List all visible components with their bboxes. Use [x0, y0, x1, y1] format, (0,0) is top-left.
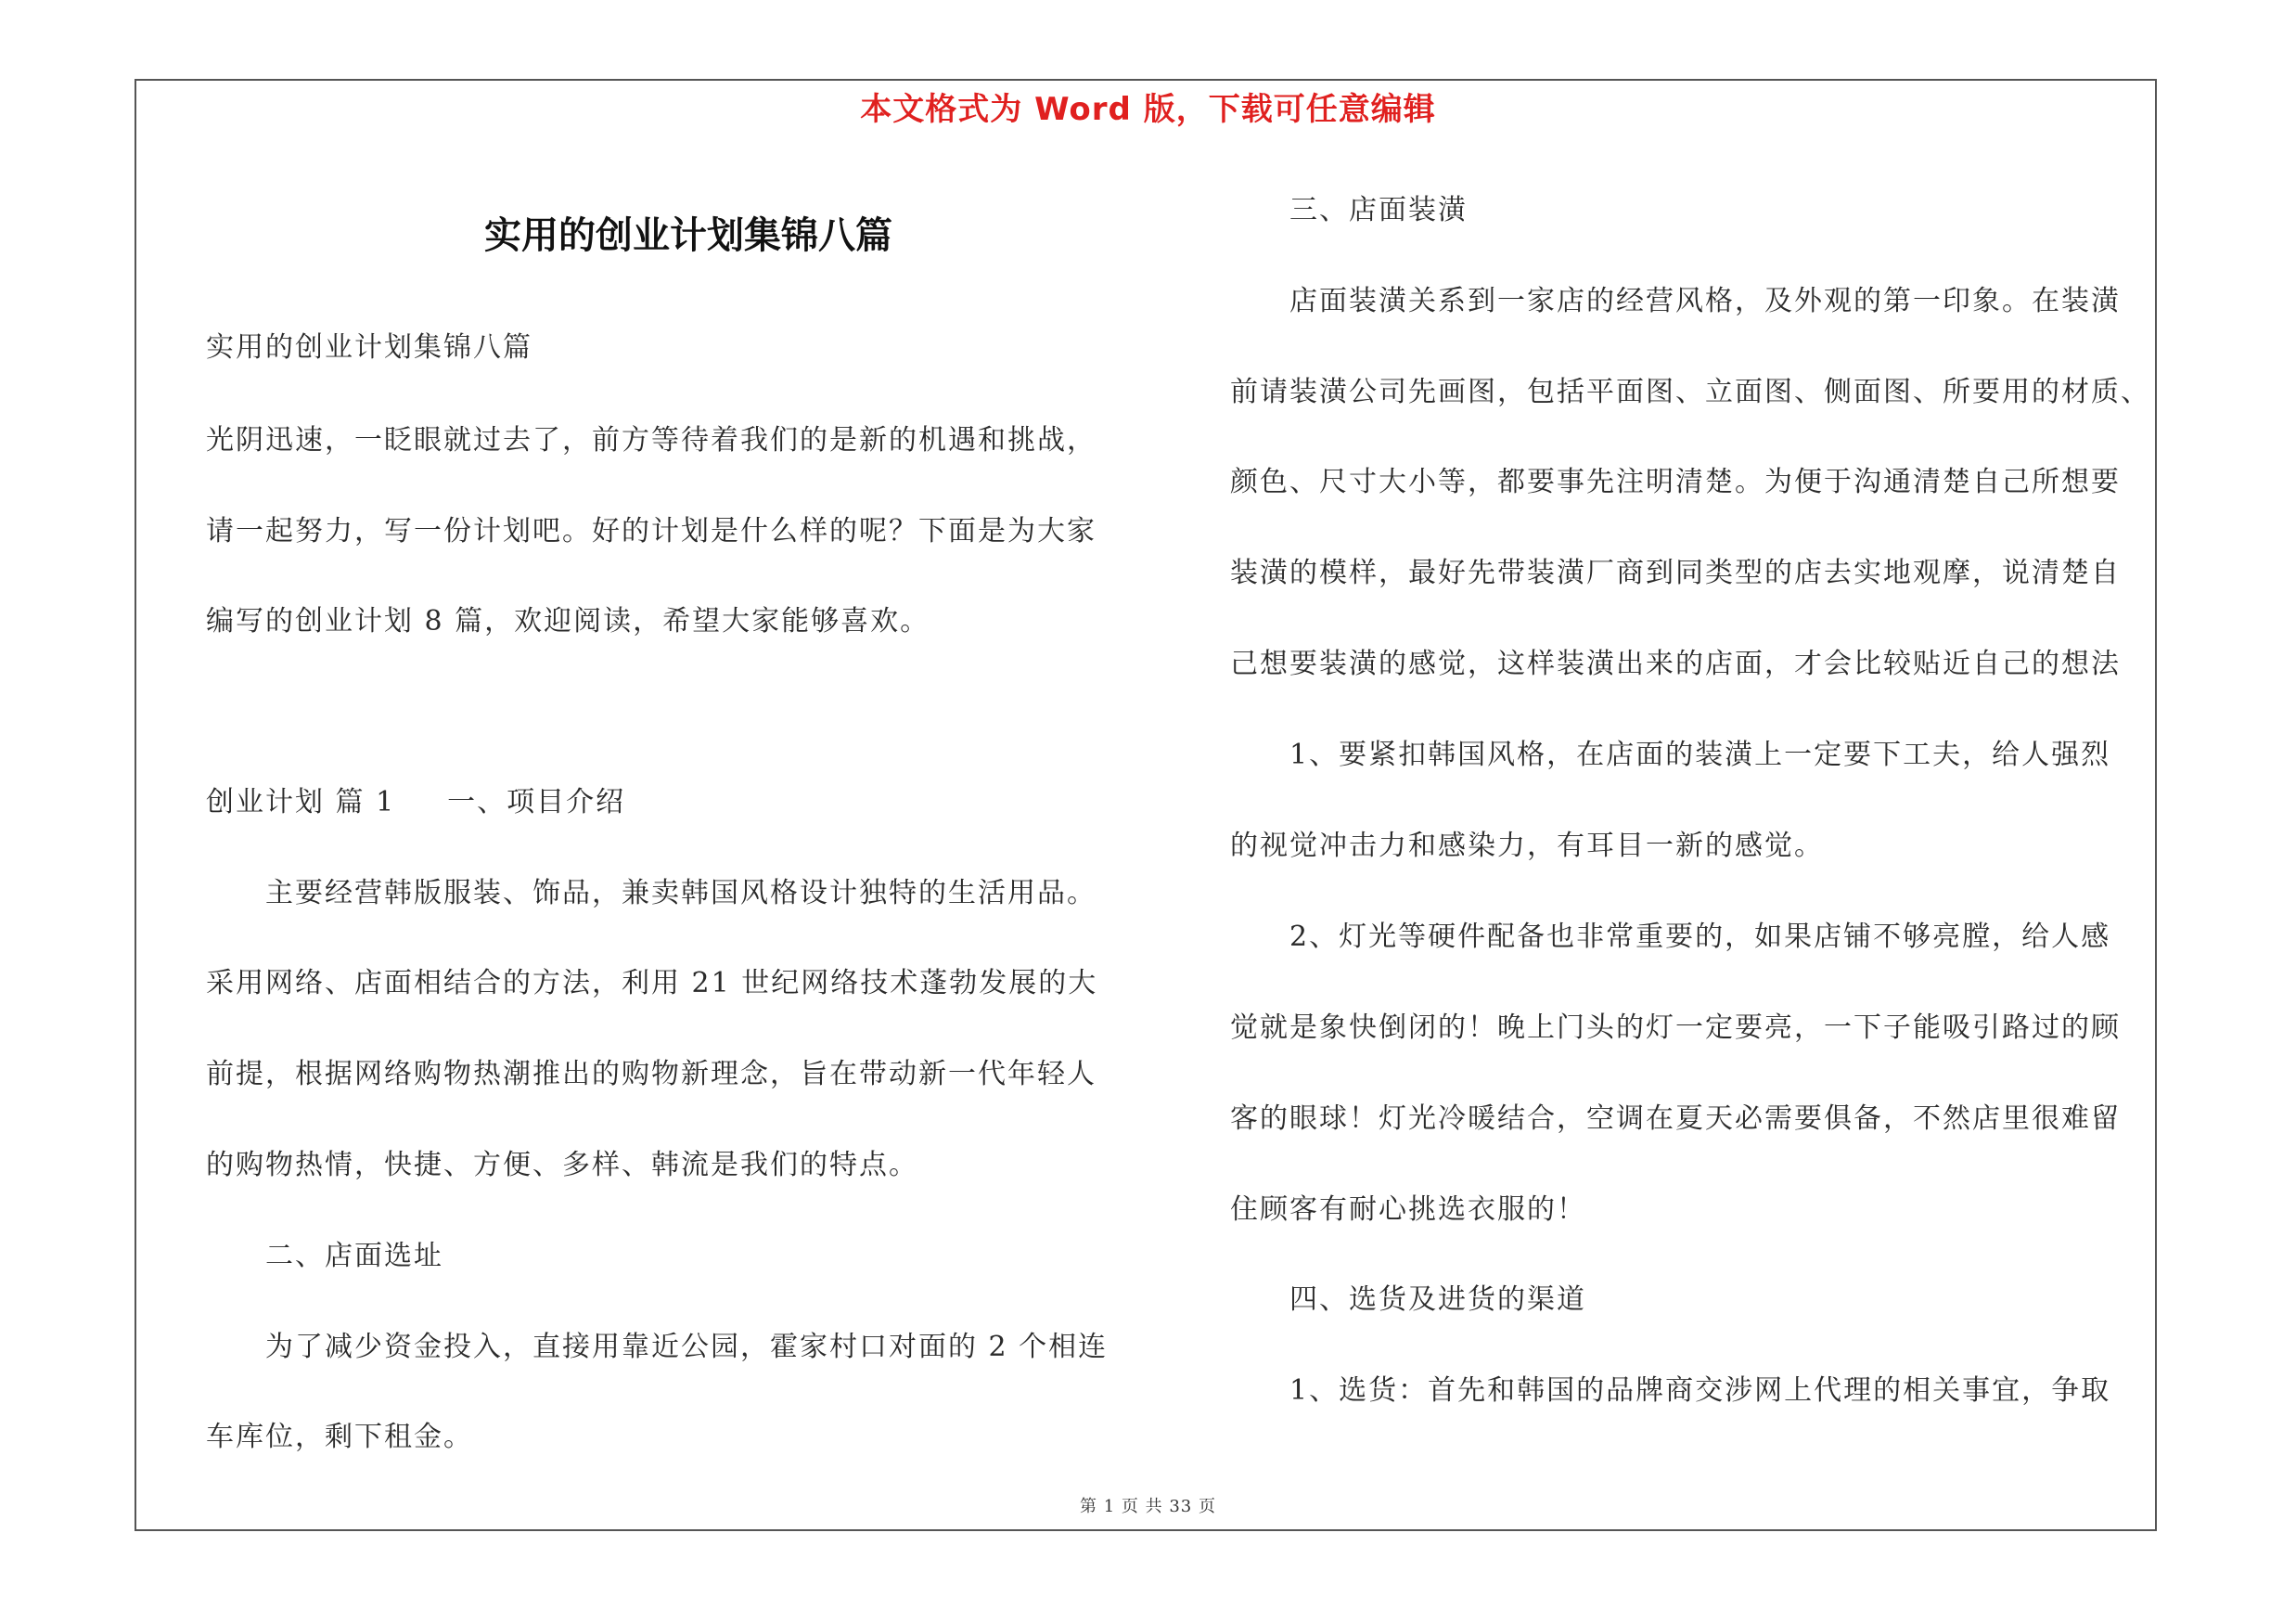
project-line: 的购物热情，快捷、方便、多样、韩流是我们的特点。 [206, 1149, 918, 1181]
subtitle: 实用的创业计划集锦八篇 [206, 331, 532, 364]
decor-heading: 三、店面装潢 [1289, 194, 1468, 226]
page-number-footer: 第 1 页 共 33 页 [1080, 1497, 1216, 1516]
site-line: 车库位，剩下租金。 [206, 1421, 473, 1453]
intro-line: 请一起努力，写一份计划吧。好的计划是什么样的呢？下面是为大家 [206, 515, 1097, 547]
section-heading: 一、项目介绍 [447, 786, 626, 818]
sourcing-line: 1、选货：首先和韩国的品牌商交涉网上代理的相关事宜，争取 [1289, 1374, 2111, 1407]
intro-line: 编写的创业计划 8 篇，欢迎阅读，希望大家能够喜欢。 [206, 605, 930, 638]
site-heading: 二、店面选址 [265, 1240, 443, 1272]
document-title: 实用的创业计划集锦八篇 [484, 214, 892, 257]
point2-line: 住顾客有耐心挑选衣服的！ [1230, 1193, 1586, 1226]
decor-line: 装潢的模样，最好先带装潢厂商到同类型的店去实地观摩，说清楚自 [1230, 557, 2121, 589]
left-column [206, 0, 1171, 1485]
point1-line: 1、要紧扣韩国风格，在店面的装潢上一定要下工夫，给人强烈 [1289, 739, 2111, 771]
point2-line: 2、灯光等硬件配备也非常重要的，如果店铺不够亮膛，给人感 [1289, 921, 2111, 953]
section-heading-line [206, 784, 625, 821]
decor-line: 前请装潢公司先画图，包括平面图、立面图、侧面图、所要用的材质、 [1230, 376, 2150, 408]
point2-line: 觉就是象快倒闭的！晚上门头的灯一定要亮，一下子能吸引路过的顾 [1230, 1011, 2121, 1044]
format-notice-banner: 本文格式为 Word 版，下载可任意编辑 [860, 91, 1436, 128]
point1-line: 的视觉冲击力和感染力，有耳目一新的感觉。 [1230, 830, 1824, 862]
intro-line: 光阴迅速，一眨眼就过去了，前方等待着我们的是新的机遇和挑战， [206, 424, 1097, 457]
sourcing-heading: 四、选货及进货的渠道 [1289, 1283, 1586, 1316]
decor-line: 颜色、尺寸大小等，都要事先注明清楚。为便于沟通清楚自己所想要 [1230, 466, 2121, 498]
project-line: 主要经营韩版服装、饰品，兼卖韩国风格设计独特的生活用品。 [265, 877, 1097, 909]
project-line: 前提，根据网络购物热潮推出的购物新理念，旨在带动新一代年轻人 [206, 1058, 1097, 1090]
point2-line: 客的眼球！灯光冷暖结合，空调在夏天必需要俱备，不然店里很难留 [1230, 1102, 2121, 1135]
decor-line: 己想要装潢的感觉，这样装潢出来的店面，才会比较贴近自己的想法 [1230, 648, 2121, 680]
decor-line: 店面装潢关系到一家店的经营风格，及外观的第一印象。在装潢 [1289, 285, 2121, 317]
section-label: 创业计划 篇 1 [206, 786, 396, 818]
right-column [1230, 0, 2223, 1485]
project-line: 采用网络、店面相结合的方法，利用 21 世纪网络技术蓬勃发展的大 [206, 967, 1098, 999]
site-line: 为了减少资金投入，直接用靠近公园，霍家村口对面的 2 个相连 [265, 1331, 1109, 1363]
